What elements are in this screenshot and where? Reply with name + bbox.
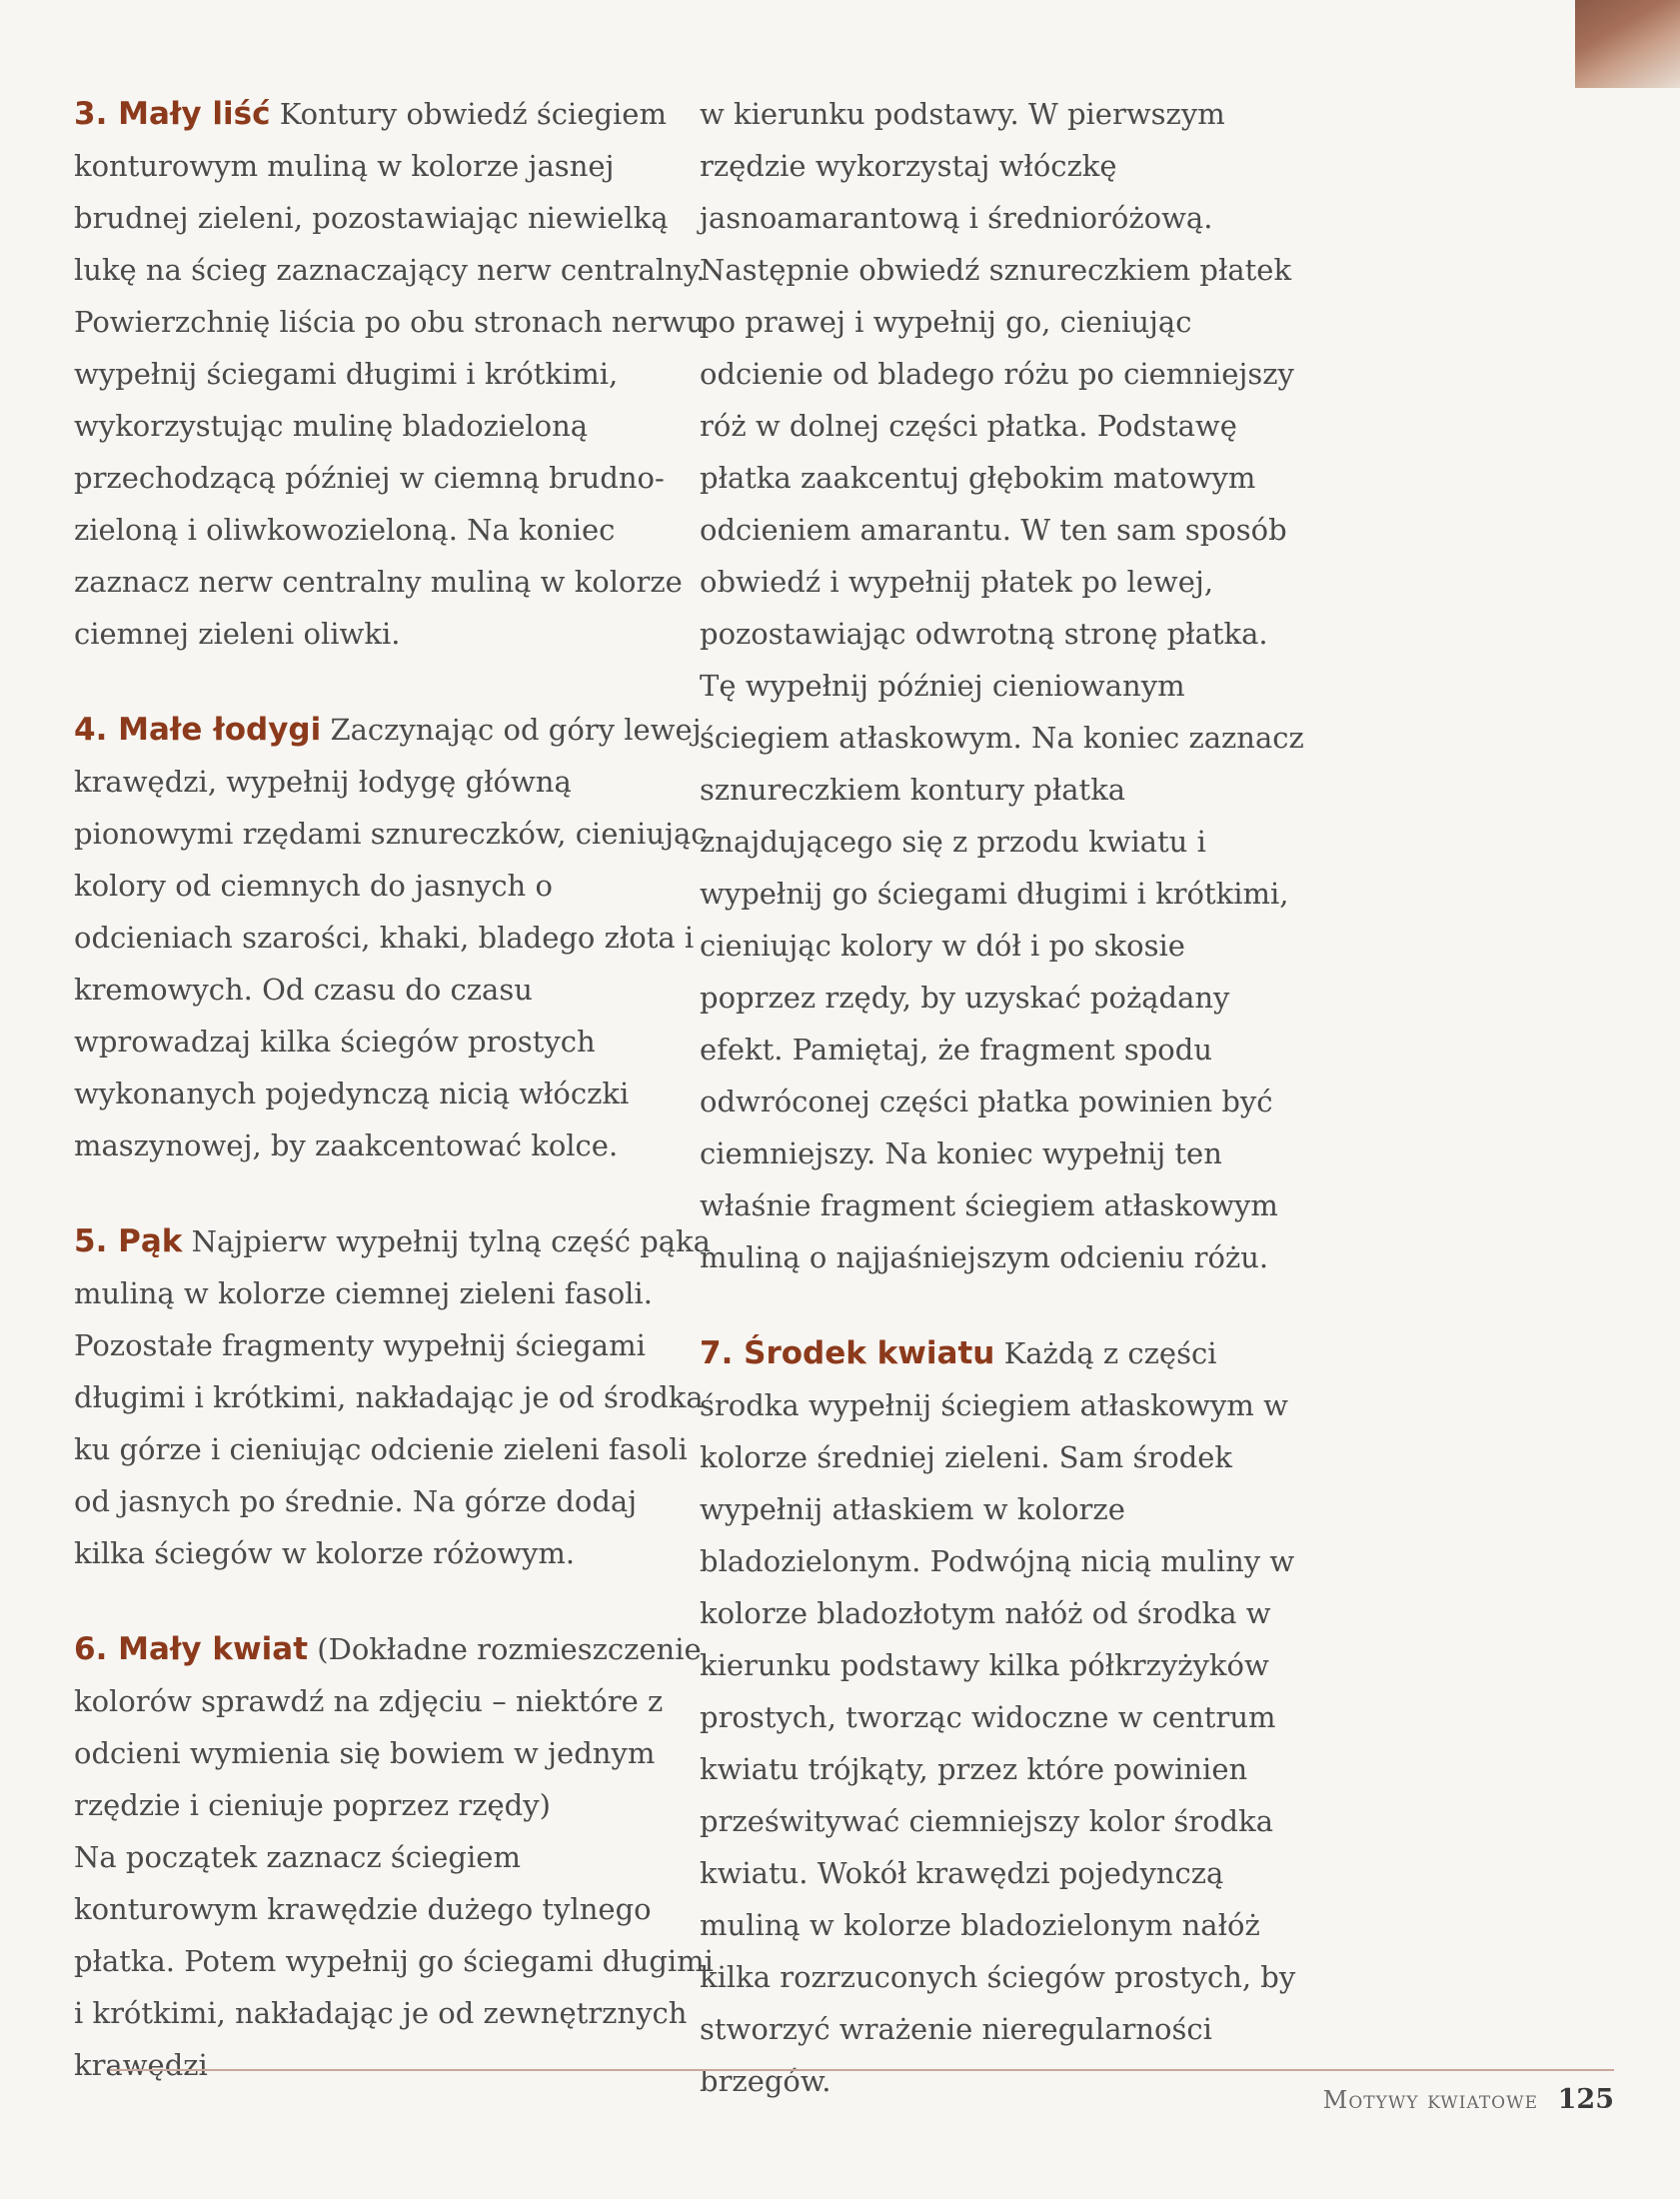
section-5-heading: 5. Pąk bbox=[74, 1223, 183, 1259]
section-6-text-continued: w kierunku podstawy. W pierwszym rzędzie wykorzystaj włóczkę jasnoamarantową i średnioróżową. Następnie obwiedź sznureczkiem płatek po prawej i wypełnij go, cieniując odcienie od bladego różu po ciemniejszy róż w dolnej części płatka. Podstawę płatka zaakcentuj głębokim matowym odcieniem amarantu. W ten sam sposób obwiedź i wypełnij płatek po lewej, pozostawiając odwrotną stronę płatka. Tę wypełnij później cieniowanym ściegiem atłaskowym. Na koniec zaznacz sznureczkiem kontury płatka znajdującego się z przodu kwiatu i wypełnij go ściegami długimi i krótkimi, cieniując kolory w dół i po skosie poprzez rzędy, by uzyskać pożądany efekt. Pamiętaj, że fragment spodu odwróconej części płatka powinien być ciemniejszy. Na koniec wypełnij ten właśnie fragment ściegiem atłaskowym muliną o najjaśniejszym odcieniu różu. bbox=[700, 97, 1304, 1274]
section-6-continued bbox=[700, 88, 1309, 1283]
left-column bbox=[74, 88, 714, 2135]
section-4-text: Zaczynając od góry lewej krawędzi, wypełnij łodygę główną pionowymi rzędami sznureczków, cieniując kolory od ciemnych do jasnych o odcieniach szarości, khaki, bladego złota i kremowych. Od czasu do czasu wprowadzaj kilka ściegów prostych wykonanych pojedynczą nicią włóczki maszynowej, by zaakcentować kolce. bbox=[74, 713, 708, 1162]
section-5 bbox=[74, 1215, 714, 1579]
section-6 bbox=[74, 1623, 714, 2091]
section-6-heading: 6. Mały kwiat bbox=[74, 1631, 309, 1667]
section-7-text: Każdą z części środka wypełnij ściegiem atłaskowym w kolorze średniej zieleni. Sam środek wypełnij atłaskiem w kolorze bladozielonym. Podwójną nicią muliny w kolorze bladozłotym nałóż od środka w kierunku podstawy kilka półkrzyżyków prostych, tworząc widoczne w centrum kwiatu trójkąty, przez które powinien prześwitywać ciemniejszy kolor środka kwiatu. Wokół krawędzi pojedynczą muliną w kolorze bladozielonym nałóż kilka rozrzuconych ściegów prostych, by stworzyć wrażenie nieregularności brzegów. bbox=[700, 1336, 1296, 2098]
page-footer bbox=[1323, 2084, 1614, 2115]
section-3-heading: 3. Mały liść bbox=[74, 96, 271, 132]
section-4-heading: 4. Małe łodygi bbox=[74, 712, 322, 748]
section-3 bbox=[74, 88, 714, 660]
section-3-text: Kontury obwiedź ściegiem konturowym muliną w kolorze jasnej brudnej zieleni, pozostawiając niewielką lukę na ścieg zaznaczający nerw centralny. Powierzchnię liścia po obu stronach nerwu wypełnij ściegami długimi i krótkimi, wykorzystując mulinę bladozieloną przechodzącą później w ciemną brudno-zieloną i oliwkowozieloną. Na koniec zaznacz nerw centralny muliną w kolorze ciemnej zieleni oliwki. bbox=[74, 97, 706, 651]
section-5-text: Najpierw wypełnij tylną część pąka muliną w kolorze ciemnej zieleni fasoli. Pozostałe fragmenty wypełnij ściegami długimi i krótkimi, nakładając je od środka ku górze i cieniując odcienie zieleni fasoli od jasnych po średnie. Na górze dodaj kilka ściegów w kolorze różowym. bbox=[74, 1224, 711, 1570]
section-6-paragraph-1 bbox=[74, 1623, 714, 1831]
section-4 bbox=[74, 704, 714, 1171]
page-number: 125 bbox=[1557, 2084, 1614, 2115]
footer-title: Motywy kwiatowe bbox=[1322, 2086, 1538, 2114]
corner-photo-fragment bbox=[1575, 0, 1680, 88]
section-6-text-part1: (Dokładne rozmieszczenie kolorów sprawdź na zdjęciu – niektóre z odcieni wymienia się bowiem w jednym rzędzie i cieniuje poprzez rzędy) bbox=[74, 1632, 702, 1822]
section-7 bbox=[700, 1327, 1309, 2107]
section-4-paragraph bbox=[74, 704, 714, 1171]
section-3-paragraph bbox=[74, 88, 714, 660]
section-6-paragraph-2: Na początek zaznacz ściegiem konturowym krawędzie dużego tylnego płatka. Potem wypełnij go ściegami długimi i krótkimi, nakładając je od zewnętrznych krawędzi bbox=[74, 1840, 714, 2082]
section-7-paragraph bbox=[700, 1327, 1309, 2107]
section-5-paragraph bbox=[74, 1215, 714, 1579]
right-column bbox=[700, 88, 1309, 2151]
section-7-heading: 7. Środek kwiatu bbox=[700, 1335, 995, 1371]
footer-rule bbox=[110, 2069, 1614, 2071]
